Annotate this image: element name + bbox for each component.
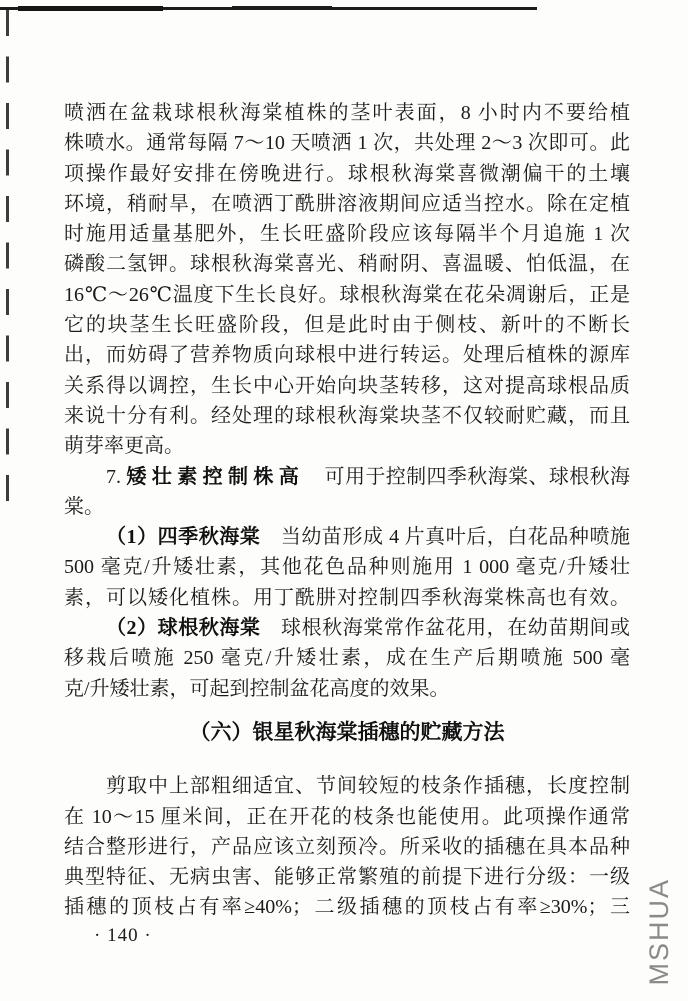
text-run: 时施用适量基肥外，生长旺盛阶段应该每隔半个月追施 1 次 (64, 223, 630, 246)
text-run: 素，可以矮化植株。用丁酰肼对控制四季秋海棠株高也有效。 (64, 586, 630, 609)
text-run: 结合整形进行，产品应该立刻预冷。所采收的插穗在具本品种 (64, 835, 630, 858)
text-line (64, 492, 630, 522)
text-run: 7. (106, 465, 127, 488)
scan-artifact-top-blob (18, 6, 163, 11)
text-run: 克/升矮壮素，可起到控制盆花高度的效果。 (64, 677, 450, 700)
text-line (64, 643, 630, 673)
text-run: 株喷水。通常每隔 7～10 天喷洒 1 次，共处理 2～3 次即可。此 (64, 132, 630, 155)
text-line (64, 771, 630, 801)
scan-artifact-top-blob (232, 6, 332, 10)
bold-run: （2）球根秋海棠 (106, 617, 261, 640)
bold-run: 矮壮素控制株高 (126, 465, 305, 488)
text-line (64, 431, 630, 461)
text-line (64, 340, 630, 370)
text-run: 它的块茎生长旺盛阶段，但是此时由于侧枝、新叶的不断长 (64, 314, 630, 337)
text-line (64, 371, 630, 401)
text-line (64, 462, 630, 492)
text-run: 棠。 (64, 495, 104, 518)
text-run: 典型特征、无病虫害、能够正常繁殖的前提下进行分级：一级 (64, 866, 630, 889)
text-line (64, 189, 630, 219)
text-line (64, 401, 630, 431)
text-run: （六）银星秋海棠插穗的贮藏方法 (189, 719, 505, 744)
text-line (64, 674, 630, 704)
text-run: 球根秋海棠常作盆花用，在幼苗期间或 (260, 617, 631, 640)
text-run: 出，而妨碍了营养物质向球根中进行转运。处理后植株的源库 (64, 344, 630, 367)
watermark: MSHUA (644, 878, 674, 986)
text-line (64, 802, 630, 832)
text-lines (64, 98, 630, 923)
text-run: 环境，稍耐旱，在喷洒丁酰肼溶液期间应适当控水。除在定植 (64, 192, 630, 215)
text-line (64, 862, 630, 892)
text-run: 项操作最好安排在傍晚进行。球根秋海棠喜微潮偏干的土壤 (64, 162, 630, 185)
text-run: 来说十分有利。经处理的球根秋海棠块茎不仅较耐贮藏，而且 (64, 404, 630, 427)
text-line (64, 159, 630, 189)
text-run: 关系得以调控，生长中心开始向块茎转移，这对提高球根品质 (64, 374, 630, 397)
text-line (64, 128, 630, 158)
text-line (64, 613, 630, 643)
text-line (64, 98, 630, 128)
text-line (64, 892, 630, 922)
text-run: 可用于控制四季秋海棠、球根秋海 (304, 465, 631, 488)
text-run: 剪取中上部粗细适宜、节间较短的枝条作插穗，长度控制 (106, 775, 630, 798)
body-text (64, 98, 630, 947)
text-line (64, 280, 630, 310)
text-run: 磷酸二氢钾。球根秋海棠喜光、稍耐阴、喜温暖、怕低温，在 (64, 253, 630, 276)
text-run: 萌芽率更高。 (64, 435, 184, 458)
text-run: 在 10～15 厘米间，正在开花的枝条也能使用。此项操作通常 (64, 805, 630, 828)
text-line (64, 249, 630, 279)
text-line (64, 552, 630, 582)
text-run: 插穗的顶枝占有率≥40%；二级插穗的顶枝占有率≥30%；三 (64, 896, 630, 919)
text-run: 喷洒在盆栽球根秋海棠植株的茎叶表面，8 小时内不要给植 (64, 102, 630, 124)
bold-run: （1）四季秋海棠 (106, 526, 261, 549)
page-number: · 140 · (94, 924, 152, 946)
section-heading (64, 717, 630, 747)
scan-artifact-left-dashes (6, 10, 9, 504)
text-run: 500 毫克/升矮壮素，其他花色品种则施用 1 000 毫克/升矮壮 (64, 556, 630, 579)
text-line (64, 310, 630, 340)
text-run: 16℃～26℃温度下生长良好。球根秋海棠在花朵凋谢后，正是 (64, 283, 630, 306)
text-line (64, 583, 630, 613)
text-line (64, 832, 630, 862)
text-run: 移栽后喷施 250 毫克/升矮壮素，成在生产后期喷施 500 毫 (64, 647, 630, 670)
text-line (64, 219, 630, 249)
text-line (64, 522, 630, 552)
text-run: 当幼苗形成 4 片真叶后，白花品种喷施 (260, 526, 631, 549)
